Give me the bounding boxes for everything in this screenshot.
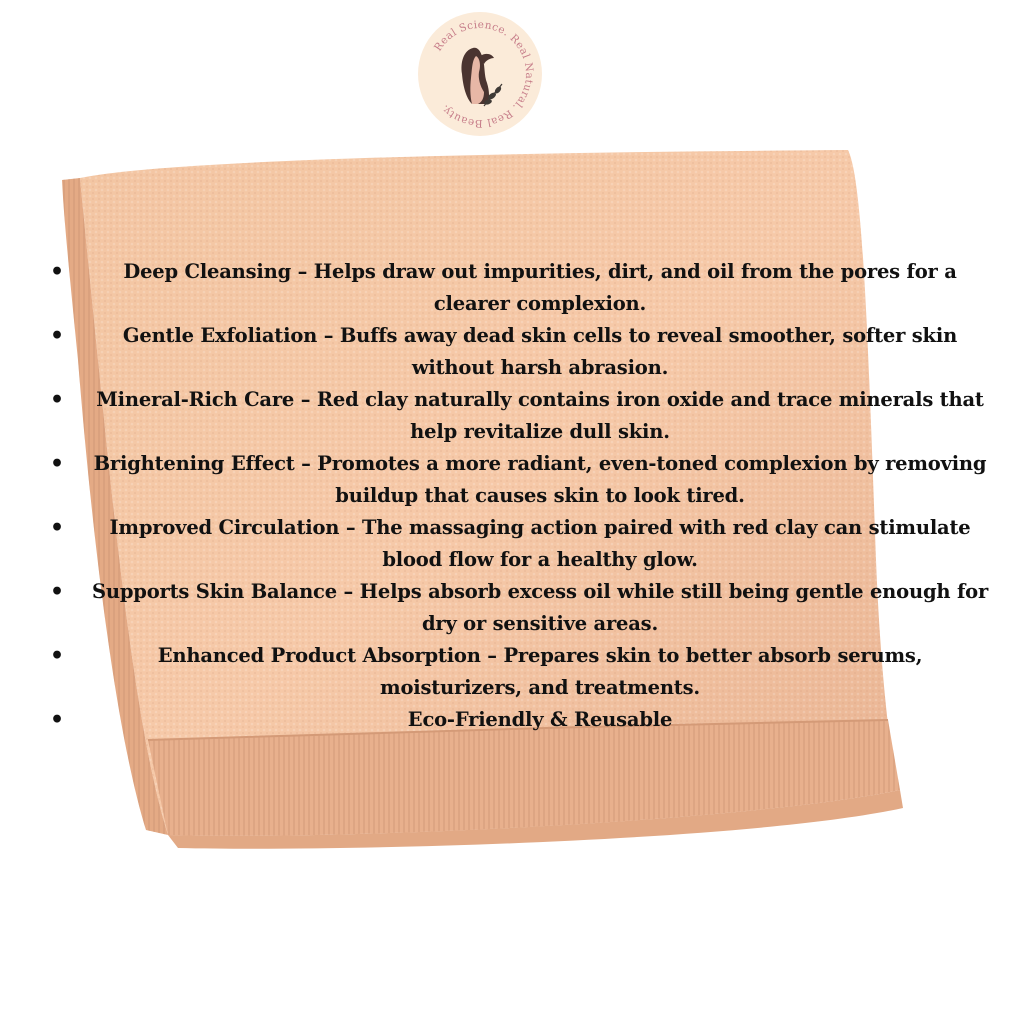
bullet-icon: • — [50, 707, 64, 733]
benefit-text: Brightening Effect – Promotes a more radiant, even-toned complexion by removing buildup that causes skin to look tired. — [93, 452, 987, 507]
bullet-icon: • — [50, 515, 64, 541]
bullet-icon: • — [50, 643, 64, 669]
logo-ring-text: Real Science. Real Natural. Real Beauty. — [432, 18, 536, 130]
benefit-item-gentle-exfoliation — [40, 320, 995, 384]
benefit-text: Mineral-Rich Care – Red clay naturally contains iron oxide and trace minerals that help revitalize dull skin. — [96, 388, 984, 443]
benefit-text: Deep Cleansing – Helps draw out impurities, dirt, and oil from the pores for a clearer complexion. — [123, 260, 957, 315]
benefit-item-mineral-rich-care — [40, 384, 995, 448]
bullet-icon: • — [50, 451, 64, 477]
bullet-icon: • — [50, 579, 64, 605]
benefit-item-brightening-effect — [40, 448, 995, 512]
woman-silhouette-icon — [461, 48, 502, 106]
bullet-icon: • — [50, 323, 64, 349]
brand-logo — [418, 12, 542, 136]
logo-graphic — [418, 12, 542, 136]
benefits-list — [40, 256, 995, 736]
benefit-item-product-absorption — [40, 640, 995, 704]
benefit-item-skin-balance — [40, 576, 995, 640]
benefit-item-deep-cleansing — [40, 256, 995, 320]
benefit-item-eco-friendly — [40, 704, 995, 736]
benefit-text: Supports Skin Balance – Helps absorb excess oil while still being gentle enough for dry or sensitive areas. — [91, 580, 989, 635]
bullet-icon: • — [50, 259, 64, 285]
benefit-item-improved-circulation — [40, 512, 995, 576]
benefit-text: Gentle Exfoliation – Buffs away dead skin cells to reveal smoother, softer skin without harsh abrasion. — [122, 324, 958, 379]
benefit-text: Eco-Friendly & Reusable — [407, 708, 673, 731]
bullet-icon: • — [50, 387, 64, 413]
benefit-text: Enhanced Product Absorption – Prepares skin to better absorb serums, moisturizers, and treatments. — [157, 644, 923, 699]
benefit-text: Improved Circulation – The massaging action paired with red clay can stimulate blood flow for a healthy glow. — [109, 516, 971, 571]
